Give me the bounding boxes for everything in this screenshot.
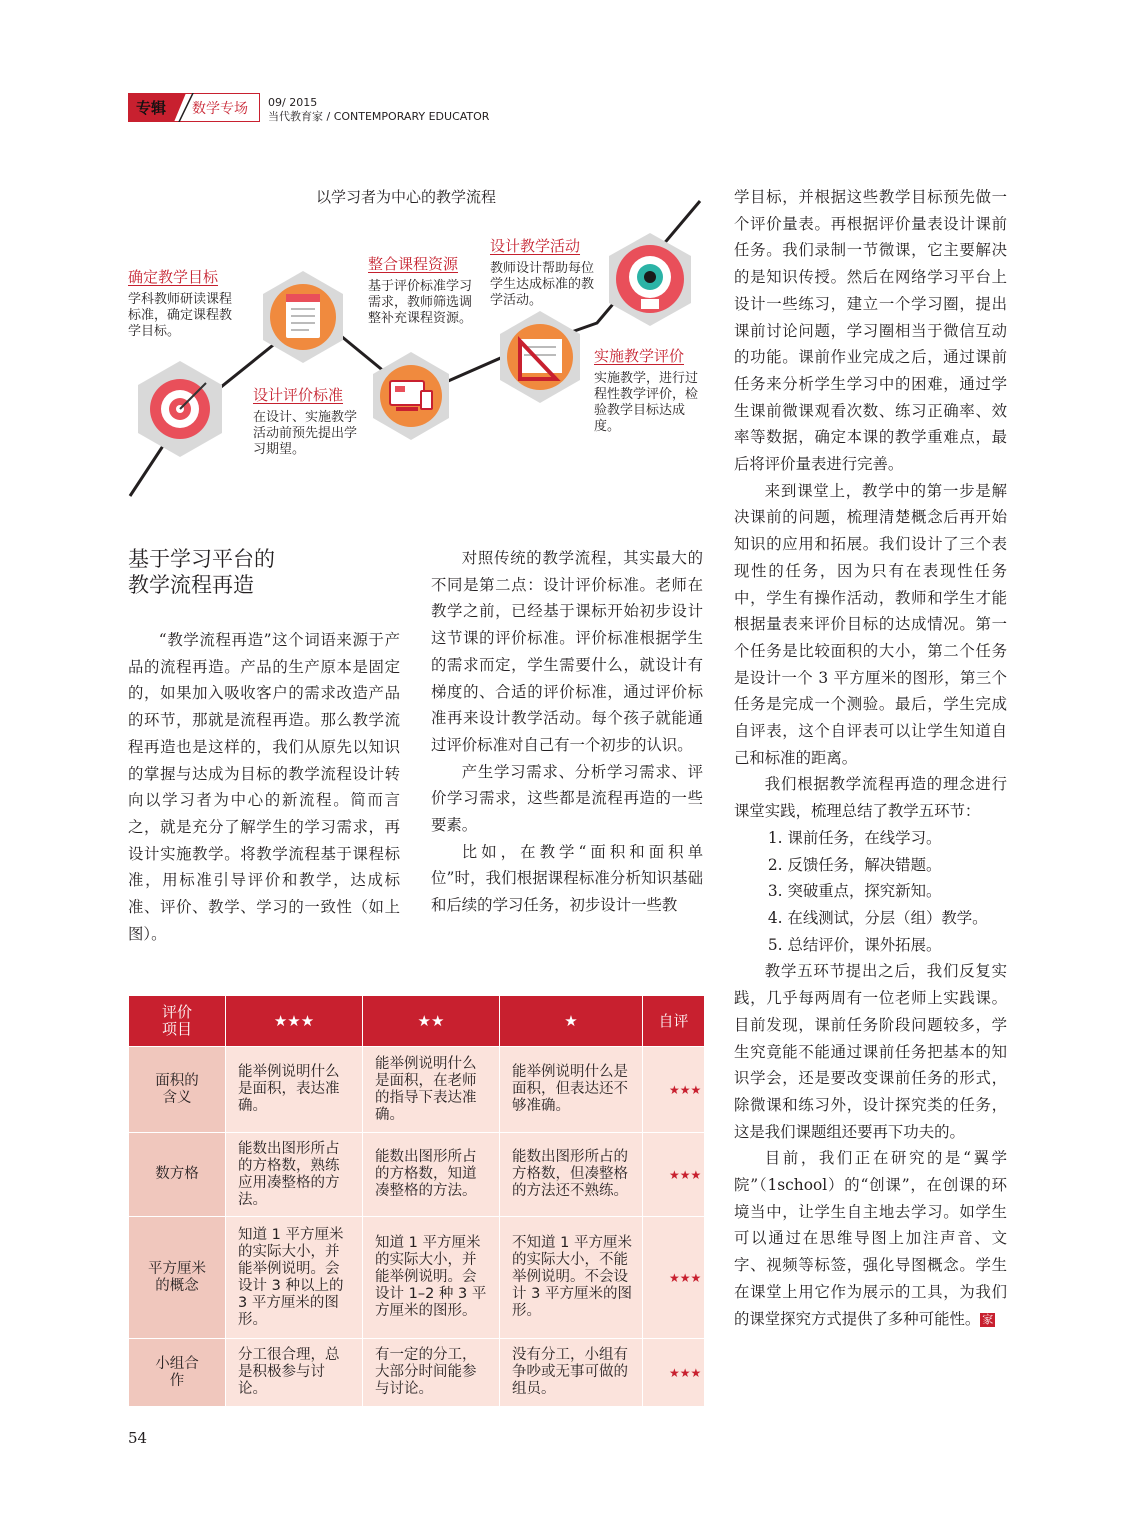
document-icon — [263, 271, 343, 363]
paragraph — [734, 1145, 1007, 1332]
cell-1star: 没有分工，小组有争吵或无事可做的组员。 — [500, 1339, 643, 1407]
step-title: 确定教学目标 — [128, 268, 219, 286]
badge-right-text: 数学专场 — [192, 101, 248, 117]
step-desc: 教师设计帮助每位学生达成标准的教学活动。 — [490, 261, 595, 308]
step-define-goals — [128, 268, 238, 340]
row-item: 面积的含义 — [129, 1047, 226, 1133]
row-item: 数方格 — [129, 1133, 226, 1217]
heading-line-2: 教学流程再造 — [128, 573, 254, 597]
paragraph: “教学流程再造”这个词语来源于产品的流程再造。产品的生产原本是固定的，如果加入吸收客户的需求改造产品的环节，那就是流程再造。那么教学流程再造也是这样的，我们从原先以知识的掌握与达成为目标的教学流程设计转向以学习者为中心的新流程。简而言之，就是充分了解学生的学习需求，再设计实施教学。将教学流程基于课程标准，用标准引导评价和教学，达成标准、评价、教学、学习的一致性（如上图）。 — [128, 631, 400, 943]
list-item: 1. 课前任务，在线学习。 — [767, 828, 942, 847]
ruler-icon — [500, 311, 580, 403]
cell-1star: 能数出图形所占的方格数，但凑整格的方法还不熟练。 — [500, 1133, 643, 1217]
row-item: 平方厘米的概念 — [129, 1217, 226, 1339]
step-desc: 基于评价标准学习需求，教师筛选调整补充课程资源。 — [368, 279, 473, 326]
cell-1star: 不知道 1 平方厘米的实际大小，不能举例说明。不会设计 3 平方厘米的图形。 — [500, 1217, 643, 1339]
flow-graphic — [128, 183, 728, 503]
paragraph: 教学五环节提出之后，我们反复实践，几乎每两周有一位老师上实践课。目前发现，课前任务阶段问题较多，学生究竟能不能通过课前任务把基本的知识学会，还是要改变课前任务的形式，除微课和练习外，设计探究类的任务，这是我们课题组还要再下功夫的。 — [734, 962, 1007, 1141]
step-desc: 实施教学，进行过程性教学评价，检验教学目标达成度。 — [594, 371, 699, 434]
cell-self: ★★★ — [643, 1217, 705, 1339]
section-badge — [128, 93, 260, 122]
cell-2stars: 知道 1 平方厘米的实际大小，并能举例说明。会设计 1–2 种 3 平方厘米的图形。 — [363, 1217, 500, 1339]
paragraph: 产生学习需求、分析学习需求、评价学习需求，这些都是流程再造的一些要素。 — [431, 762, 703, 835]
section-heading — [128, 546, 428, 598]
paragraph: 我们根据教学流程再造的理念进行课堂实践，梳理总结了教学五环节： — [734, 775, 1007, 821]
diagram-title: 以学习者为中心的教学流程 — [316, 188, 497, 206]
evaluation-rubric-table — [128, 995, 705, 1407]
text-column-2 — [431, 545, 703, 919]
lightbulb-eye-icon — [609, 233, 691, 326]
cell-2stars: 能举例说明什么是面积，在老师的指导下表达准确。 — [363, 1047, 500, 1133]
paragraph: 学目标，并根据这些教学目标预先做一个评价量表。再根据评价量表设计课前任务。我们录制一节微课，它主要解决的是知识传授。然后在网络学习平台上设计一些练习，建立一个学习圈，提出课前讨论问题，学习圈相当于微信互动的功能。课前作业完成之后，通过课前任务来分析学生学习中的困难，通过学生课前微课观看次数、练习正确率、效率等数据，确定本课的教学重难点，最后将评价量表进行完善。 — [734, 188, 1007, 474]
list-item: 3. 突破重点，探究新知。 — [767, 882, 942, 901]
step-implement-evaluation — [594, 347, 702, 435]
table-row — [129, 1217, 705, 1339]
header-2stars: ★★ — [363, 996, 500, 1047]
table-row — [129, 1339, 705, 1407]
step-integrate-resources — [368, 255, 476, 327]
cell-2stars: 有一定的分工，大部分时间能参与讨论。 — [363, 1339, 500, 1407]
cell-2stars: 能数出图形所占的方格数，知道凑整格的方法。 — [363, 1133, 500, 1217]
header-self: 自评 — [643, 996, 705, 1047]
devices-icon — [373, 352, 449, 440]
cell-3stars: 能举例说明什么是面积，表达准确。 — [226, 1047, 363, 1133]
list-item: 4. 在线测试，分层（组）教学。 — [767, 908, 988, 927]
text-column-3 — [734, 184, 1007, 1332]
heading-line-1: 基于学习平台的 — [128, 547, 275, 571]
paragraph: 比如，在教学“面积和面积单位”时，我们根据课程标准分析知识基础和后续的学习任务，初步设计一些教 — [431, 842, 703, 915]
teaching-flow-diagram — [128, 183, 728, 503]
step-design-criteria — [253, 386, 363, 458]
step-design-activities — [490, 237, 598, 309]
table-row — [129, 1133, 705, 1217]
table-row — [129, 1047, 705, 1133]
cell-3stars: 能数出图形所占的方格数，熟练应用凑整格的方法。 — [226, 1133, 363, 1217]
cell-self: ★★★ — [643, 1339, 705, 1407]
step-desc: 在设计、实施教学活动前预先提出学习期望。 — [253, 410, 358, 457]
cell-3stars: 分工很合理，总是积极参与讨论。 — [226, 1339, 363, 1407]
cell-3stars: 知道 1 平方厘米的实际大小，并能举例说明。会设计 3 种以上的 3 平方厘米的图形。 — [226, 1217, 363, 1339]
step-title: 整合课程资源 — [368, 255, 459, 273]
target-icon — [138, 361, 222, 457]
issue-date: 09/ 2015 — [268, 96, 318, 109]
list-item: 2. 反馈任务，解决错题。 — [767, 855, 942, 874]
paragraph-text: 目前，我们正在研究的是“翼学院”（1school）的“创课”，在创课的环境当中，让学生自主地去学习。如学生可以通过在思维导图上加注声音、文字、视频等标签，强化导图概念。学生在课堂上用它作为展示的工具，为我们的课堂探究方式提供了多种可能性。 — [734, 1149, 1007, 1328]
header-item: 评价项目 — [129, 996, 226, 1047]
magazine-name: 当代教育家 / CONTEMPORARY EDUCATOR — [268, 110, 490, 123]
page-number: 54 — [128, 1429, 148, 1447]
row-item: 小组合作 — [129, 1339, 226, 1407]
step-title: 实施教学评价 — [594, 347, 685, 365]
cell-self: ★★★ — [643, 1047, 705, 1133]
cell-1star: 能举例说明什么是面积，但表达还不够准确。 — [500, 1047, 643, 1133]
text-column-1 — [128, 627, 400, 947]
paragraph: 来到课堂上，教学中的第一步是解决课前的问题，梳理清楚概念后再开始知识的应用和拓展。我们设计了三个表现性的任务，因为只有在表现性任务中，学生有操作活动，教师和学生才能根据量表来评价目标的达成情况。第一个任务是比较面积的大小，第二个任务是设计一个 3 平方厘米的图形，第三个任务是完成一个测验。最后，学生完成自评表，这个自评表可以让学生知道自己和标准的距离。 — [734, 481, 1007, 767]
header-3stars: ★★★ — [226, 996, 363, 1047]
cell-self: ★★★ — [643, 1133, 705, 1217]
step-title: 设计评价标准 — [253, 386, 344, 404]
header-1star: ★ — [500, 996, 643, 1047]
step-title: 设计教学活动 — [490, 237, 581, 255]
list-item: 5. 总结评价，课外拓展。 — [767, 935, 942, 954]
end-mark: 家 — [982, 1312, 994, 1326]
table-header-row — [129, 996, 705, 1047]
badge-left-text: 专辑 — [136, 99, 167, 117]
step-desc: 学科教师研读课程标准，确定课程教学目标。 — [128, 292, 233, 339]
paragraph: 对照传统的教学流程，其实最大的不同是第二点：设计评价标准。老师在教学之前，已经基于课标开始初步设计这节课的评价标准。评价标准根据学生的需求而定，学生需要什么，就设计有梯度的、合适的评价标准，通过评价标准再来设计教学活动。每个孩子就能通过评价标准对自己有一个初步的认识。 — [431, 549, 703, 754]
running-header — [268, 96, 489, 124]
